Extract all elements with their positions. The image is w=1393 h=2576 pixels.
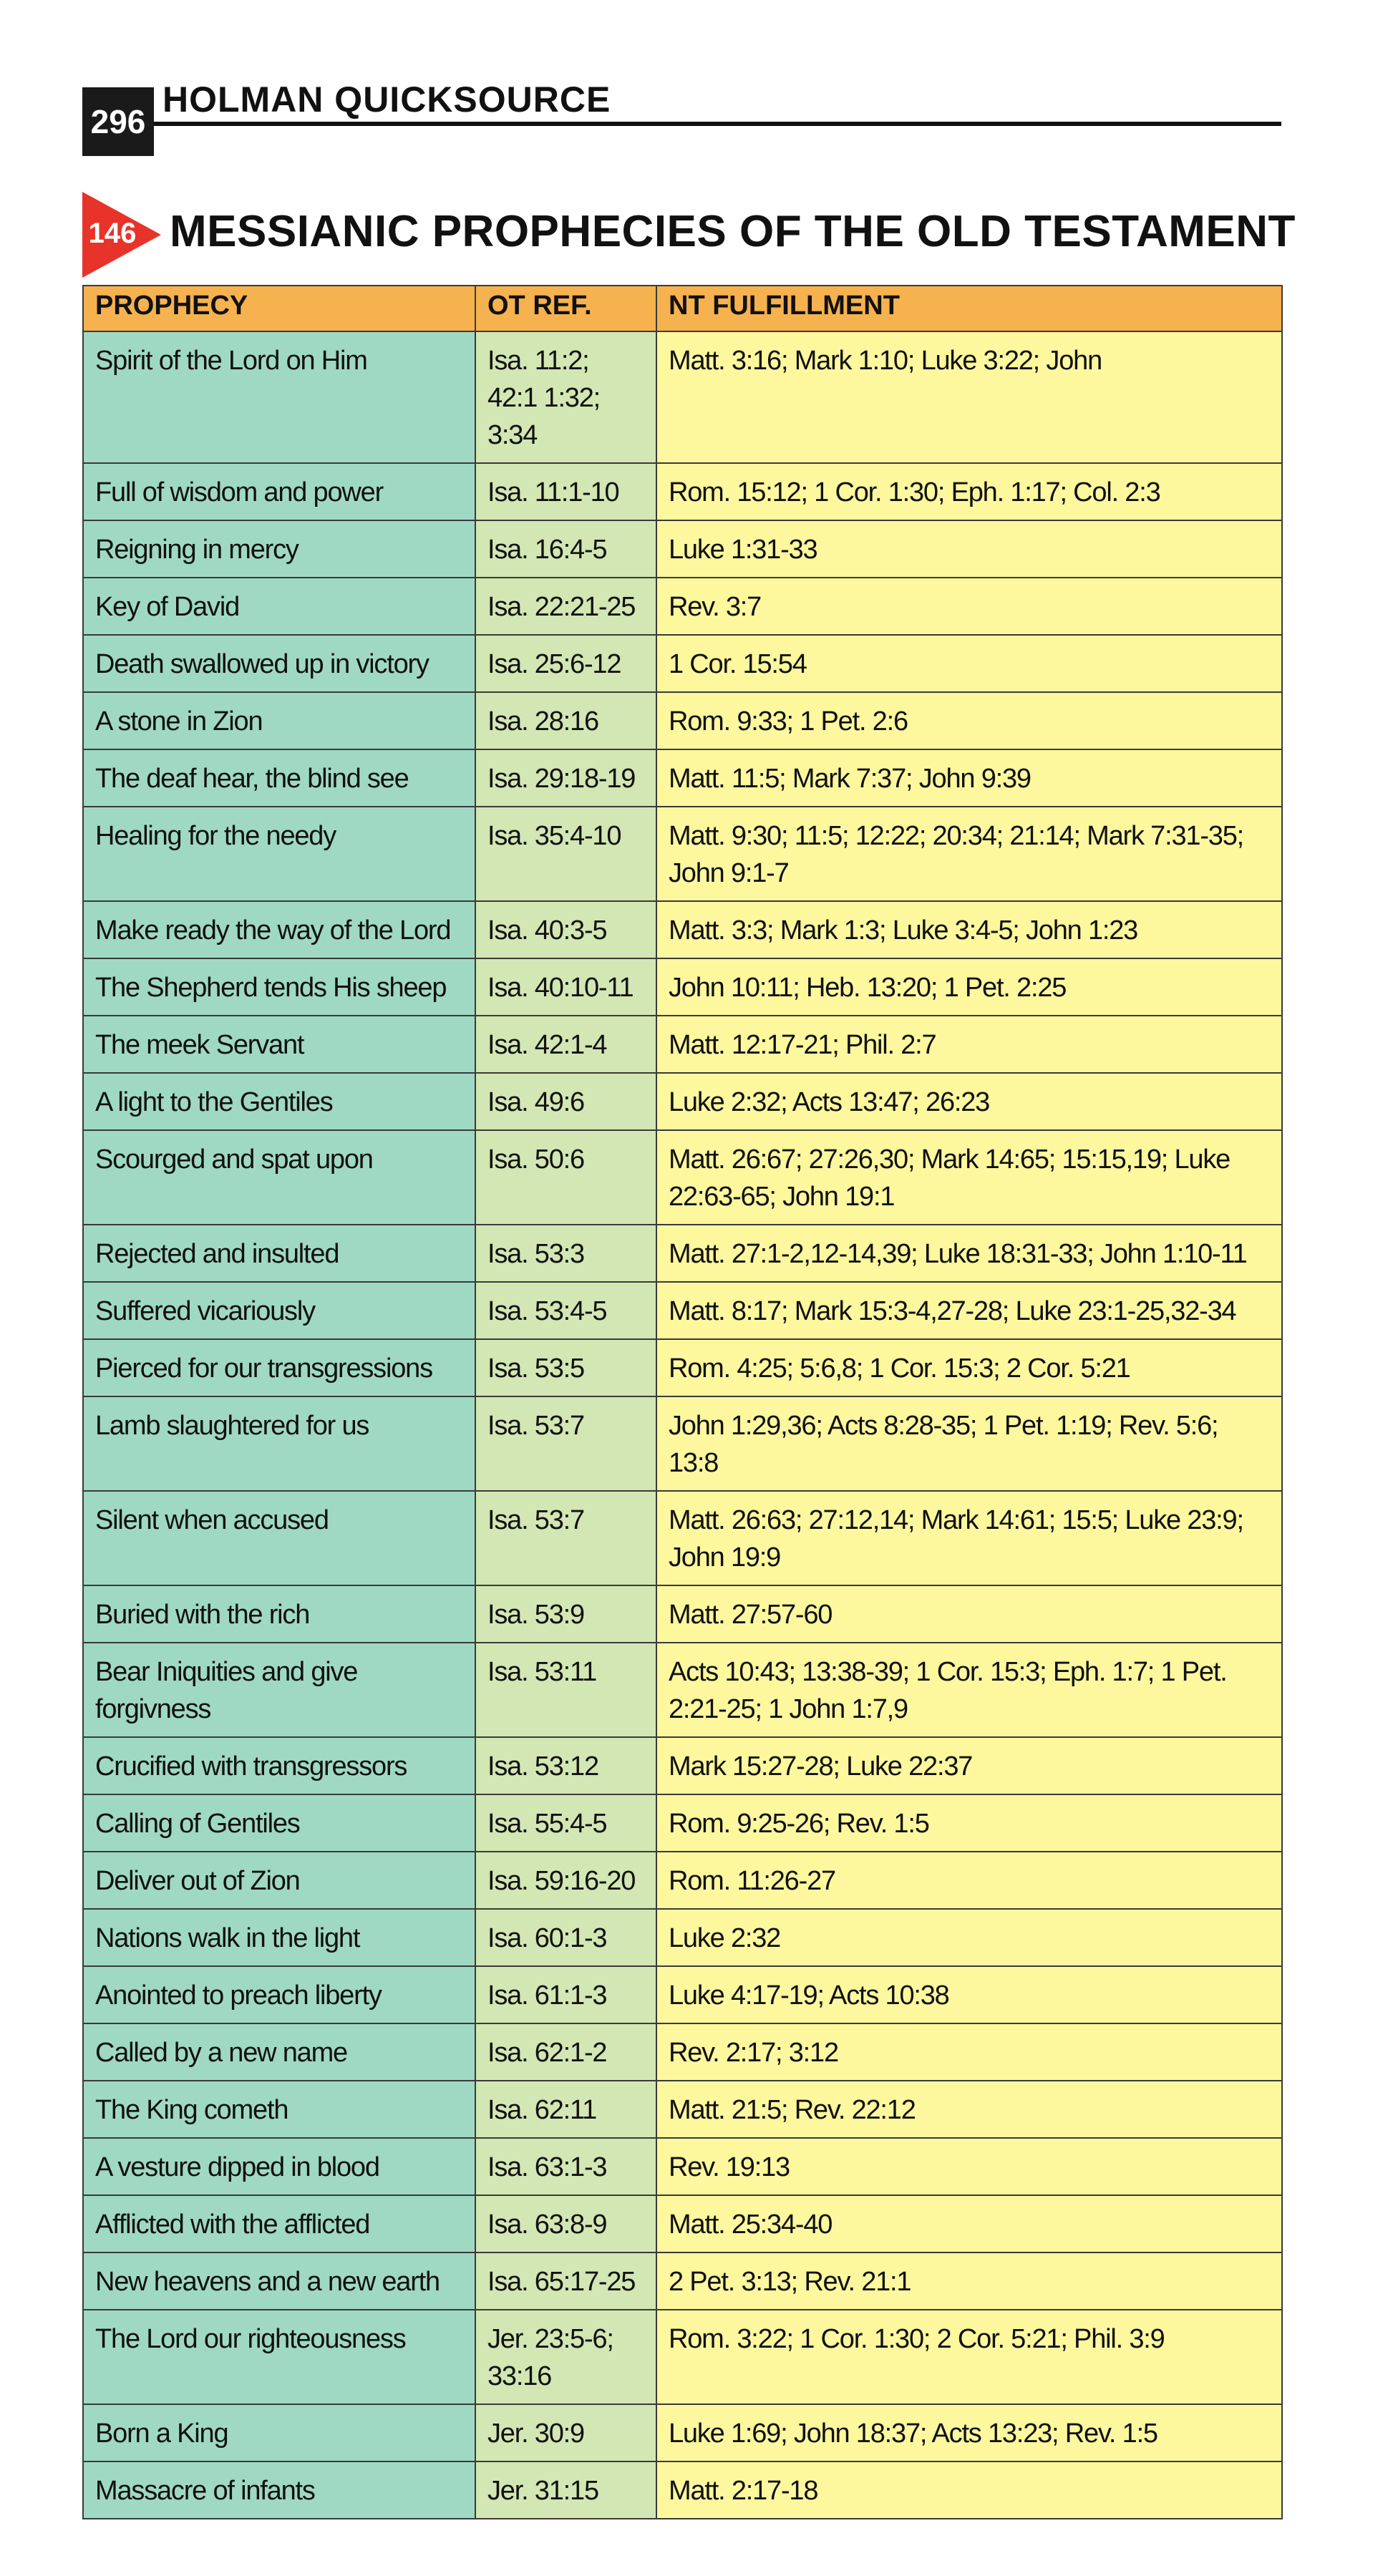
prophecy-cell: Death swallowed up in victory <box>83 635 475 692</box>
ot-ref-cell: Isa. 53:11 <box>475 1643 656 1737</box>
prophecy-cell: Nations walk in the light <box>83 1909 475 1966</box>
nt-fulfillment-cell: 2 Pet. 3:13; Rev. 21:1 <box>656 2252 1282 2310</box>
nt-fulfillment-cell: Rom. 9:25-26; Rev. 1:5 <box>656 1794 1282 1852</box>
nt-fulfillment-cell: Matt. 26:67; 27:26,30; Mark 14:65; 15:15,19; Luke 22:63-65; John 19:1 <box>656 1130 1282 1225</box>
nt-fulfillment-cell: John 1:29,36; Acts 8:28-35; 1 Pet. 1:19; Rev. 5:6; 13:8 <box>656 1396 1282 1491</box>
ot-ref-cell: Isa. 63:1-3 <box>475 2138 656 2195</box>
table-row <box>83 2404 1282 2461</box>
prophecy-cell: The Shepherd tends His sheep <box>83 958 475 1016</box>
ot-ref-cell: Isa. 35:4-10 <box>475 807 656 901</box>
ot-ref-cell: Isa. 49:6 <box>475 1073 656 1130</box>
ot-ref-cell: Isa. 65:17-25 <box>475 2252 656 2310</box>
ot-ref-cell: Isa. 29:18-19 <box>475 749 656 807</box>
prophecy-cell: Full of wisdom and power <box>83 463 475 520</box>
prophecy-cell: Rejected and insulted <box>83 1225 475 1282</box>
prophecy-cell: Spirit of the Lord on Him <box>83 331 475 463</box>
ot-ref-cell: Jer. 31:15 <box>475 2461 656 2519</box>
prophecy-cell: Buried with the rich <box>83 1585 475 1643</box>
ot-ref-cell: Isa. 53:7 <box>475 1491 656 1585</box>
nt-fulfillment-cell: Matt. 27:1-2,12-14,39; Luke 18:31-33; John 1:10-11 <box>656 1225 1282 1282</box>
nt-fulfillment-cell: Acts 10:43; 13:38-39; 1 Cor. 15:3; Eph. 1:7; 1 Pet. 2:21-25; 1 John 1:7,9 <box>656 1643 1282 1737</box>
ot-ref-cell: Isa. 53:4-5 <box>475 1282 656 1339</box>
table-row <box>83 1396 1282 1491</box>
ot-ref-cell: Isa. 60:1-3 <box>475 1909 656 1966</box>
prophecy-table-wrapper <box>82 285 1281 2519</box>
ot-ref-cell: Isa. 11:2; 42:1 1:32; 3:34 <box>475 331 656 463</box>
nt-fulfillment-cell: Luke 2:32; Acts 13:47; 26:23 <box>656 1073 1282 1130</box>
ot-ref-cell: Isa. 25:6-12 <box>475 635 656 692</box>
table-row <box>83 1794 1282 1852</box>
table-row <box>83 2081 1282 2138</box>
book-title: HOLMAN QUICKSOURCE <box>162 79 611 120</box>
ot-ref-cell: Isa. 40:3-5 <box>475 901 656 958</box>
column-header-prophecy: PROPHECY <box>83 286 475 331</box>
prophecy-cell: Afflicted with the afflicted <box>83 2195 475 2252</box>
table-row <box>83 1339 1282 1396</box>
ot-ref-cell: Isa. 53:3 <box>475 1225 656 1282</box>
ot-ref-cell: Isa. 42:1-4 <box>475 1016 656 1073</box>
ot-ref-cell: Isa. 53:12 <box>475 1737 656 1794</box>
ot-ref-cell: Isa. 53:5 <box>475 1339 656 1396</box>
prophecy-cell: The King cometh <box>83 2081 475 2138</box>
nt-fulfillment-cell: Matt. 27:57-60 <box>656 1585 1282 1643</box>
ot-ref-cell: Isa. 53:7 <box>475 1396 656 1491</box>
prophecy-cell: Bear Iniquities and give forgivness <box>83 1643 475 1737</box>
prophecy-cell: New heavens and a new earth <box>83 2252 475 2310</box>
table-row <box>83 901 1282 958</box>
nt-fulfillment-cell: Rom. 11:26-27 <box>656 1852 1282 1909</box>
prophecy-cell: A stone in Zion <box>83 692 475 749</box>
prophecy-cell: Massacre of infants <box>83 2461 475 2519</box>
table-row <box>83 2461 1282 2519</box>
prophecy-cell: The Lord our righteousness <box>83 2310 475 2404</box>
nt-fulfillment-cell: John 10:11; Heb. 13:20; 1 Pet. 2:25 <box>656 958 1282 1016</box>
table-row <box>83 635 1282 692</box>
prophecy-cell: Reigning in mercy <box>83 520 475 578</box>
table-row <box>83 958 1282 1016</box>
nt-fulfillment-cell: Luke 1:31-33 <box>656 520 1282 578</box>
table-row <box>83 2310 1282 2404</box>
prophecy-cell: Healing for the needy <box>83 807 475 901</box>
nt-fulfillment-cell: Matt. 11:5; Mark 7:37; John 9:39 <box>656 749 1282 807</box>
table-row <box>83 2023 1282 2081</box>
table-row <box>83 1073 1282 1130</box>
table-row <box>83 1130 1282 1225</box>
prophecy-cell: The deaf hear, the blind see <box>83 749 475 807</box>
prophecy-cell: Scourged and spat upon <box>83 1130 475 1225</box>
table-row <box>83 807 1282 901</box>
prophecy-cell: Calling of Gentiles <box>83 1794 475 1852</box>
ot-ref-cell: Jer. 23:5-6; 33:16 <box>475 2310 656 2404</box>
prophecy-cell: Deliver out of Zion <box>83 1852 475 1909</box>
section-number: 146 <box>88 218 137 249</box>
table-row <box>83 1282 1282 1339</box>
table-row <box>83 2252 1282 2310</box>
ot-ref-cell: Isa. 62:11 <box>475 2081 656 2138</box>
ot-ref-cell: Isa. 55:4-5 <box>475 1794 656 1852</box>
nt-fulfillment-cell: Rom. 9:33; 1 Pet. 2:6 <box>656 692 1282 749</box>
nt-fulfillment-cell: Matt. 12:17-21; Phil. 2:7 <box>656 1016 1282 1073</box>
nt-fulfillment-cell: Luke 1:69; John 18:37; Acts 13:23; Rev. 1:5 <box>656 2404 1282 2461</box>
table-row <box>83 1966 1282 2023</box>
nt-fulfillment-cell: Matt. 3:3; Mark 1:3; Luke 3:4-5; John 1:23 <box>656 901 1282 958</box>
prophecy-cell: Born a King <box>83 2404 475 2461</box>
table-row <box>83 1585 1282 1643</box>
prophecy-cell: Pierced for our transgressions <box>83 1339 475 1396</box>
nt-fulfillment-cell: Rev. 2:17; 3:12 <box>656 2023 1282 2081</box>
table-row <box>83 1909 1282 1966</box>
column-header-nt-fulfillment: NT FULFILLMENT <box>656 286 1282 331</box>
nt-fulfillment-cell: Rom. 4:25; 5:6,8; 1 Cor. 15:3; 2 Cor. 5:21 <box>656 1339 1282 1396</box>
ot-ref-cell: Isa. 53:9 <box>475 1585 656 1643</box>
page-header <box>82 79 1281 157</box>
nt-fulfillment-cell: Rev. 19:13 <box>656 2138 1282 2195</box>
table-row <box>83 520 1282 578</box>
table-row <box>83 1737 1282 1794</box>
section-title: MESSIANIC PROPHECIES OF THE OLD TESTAMENT <box>170 207 1296 256</box>
ot-ref-cell: Isa. 22:21-25 <box>475 578 656 635</box>
nt-fulfillment-cell: Luke 2:32 <box>656 1909 1282 1966</box>
prophecy-cell: Anointed to preach liberty <box>83 1966 475 2023</box>
ot-ref-cell: Isa. 40:10-11 <box>475 958 656 1016</box>
nt-fulfillment-cell: 1 Cor. 15:54 <box>656 635 1282 692</box>
prophecy-cell: Silent when accused <box>83 1491 475 1585</box>
nt-fulfillment-cell: Matt. 9:30; 11:5; 12:22; 20:34; 21:14; Mark 7:31-35; John 9:1-7 <box>656 807 1282 901</box>
column-header-ot-ref: OT REF. <box>475 286 656 331</box>
nt-fulfillment-cell: Rev. 3:7 <box>656 578 1282 635</box>
table-row <box>83 1225 1282 1282</box>
table-row <box>83 1852 1282 1909</box>
table-row <box>83 1491 1282 1585</box>
ot-ref-cell: Jer. 30:9 <box>475 2404 656 2461</box>
prophecy-cell: The meek Servant <box>83 1016 475 1073</box>
nt-fulfillment-cell: Luke 4:17-19; Acts 10:38 <box>656 1966 1282 2023</box>
ot-ref-cell: Isa. 50:6 <box>475 1130 656 1225</box>
ot-ref-cell: Isa. 61:1-3 <box>475 1966 656 2023</box>
ot-ref-cell: Isa. 59:16-20 <box>475 1852 656 1909</box>
nt-fulfillment-cell: Mark 15:27-28; Luke 22:37 <box>656 1737 1282 1794</box>
nt-fulfillment-cell: Rom. 3:22; 1 Cor. 1:30; 2 Cor. 5:21; Phil. 3:9 <box>656 2310 1282 2404</box>
table-row <box>83 749 1282 807</box>
table-row <box>83 1643 1282 1737</box>
prophecy-cell: A vesture dipped in blood <box>83 2138 475 2195</box>
table-row <box>83 1016 1282 1073</box>
nt-fulfillment-cell: Matt. 2:17-18 <box>656 2461 1282 2519</box>
nt-fulfillment-cell: Matt. 3:16; Mark 1:10; Luke 3:22; John <box>656 331 1282 463</box>
ot-ref-cell: Isa. 63:8-9 <box>475 2195 656 2252</box>
section-heading <box>82 192 1296 278</box>
prophecy-cell: Make ready the way of the Lord <box>83 901 475 958</box>
table-row <box>83 331 1282 463</box>
header-rule <box>154 122 1281 126</box>
ot-ref-cell: Isa. 28:16 <box>475 692 656 749</box>
table-row <box>83 463 1282 520</box>
ot-ref-cell: Isa. 62:1-2 <box>475 2023 656 2081</box>
page-number: 296 <box>82 87 154 156</box>
ot-ref-cell: Isa. 11:1-10 <box>475 463 656 520</box>
nt-fulfillment-cell: Rom. 15:12; 1 Cor. 1:30; Eph. 1:17; Col. 2:3 <box>656 463 1282 520</box>
table-row <box>83 578 1282 635</box>
table-row <box>83 2195 1282 2252</box>
prophecy-table <box>82 285 1283 2519</box>
table-header-row <box>83 286 1282 331</box>
prophecy-cell: Lamb slaughtered for us <box>83 1396 475 1491</box>
prophecy-cell: Key of David <box>83 578 475 635</box>
table-row <box>83 692 1282 749</box>
ot-ref-cell: Isa. 16:4-5 <box>475 520 656 578</box>
prophecy-cell: Called by a new name <box>83 2023 475 2081</box>
prophecy-cell: Crucified with transgressors <box>83 1737 475 1794</box>
nt-fulfillment-cell: Matt. 21:5; Rev. 22:12 <box>656 2081 1282 2138</box>
prophecy-cell: Suffered vicariously <box>83 1282 475 1339</box>
nt-fulfillment-cell: Matt. 26:63; 27:12,14; Mark 14:61; 15:5; Luke 23:9; John 19:9 <box>656 1491 1282 1585</box>
nt-fulfillment-cell: Matt. 8:17; Mark 15:3-4,27-28; Luke 23:1-25,32-34 <box>656 1282 1282 1339</box>
nt-fulfillment-cell: Matt. 25:34-40 <box>656 2195 1282 2252</box>
prophecy-cell: A light to the Gentiles <box>83 1073 475 1130</box>
table-row <box>83 2138 1282 2195</box>
